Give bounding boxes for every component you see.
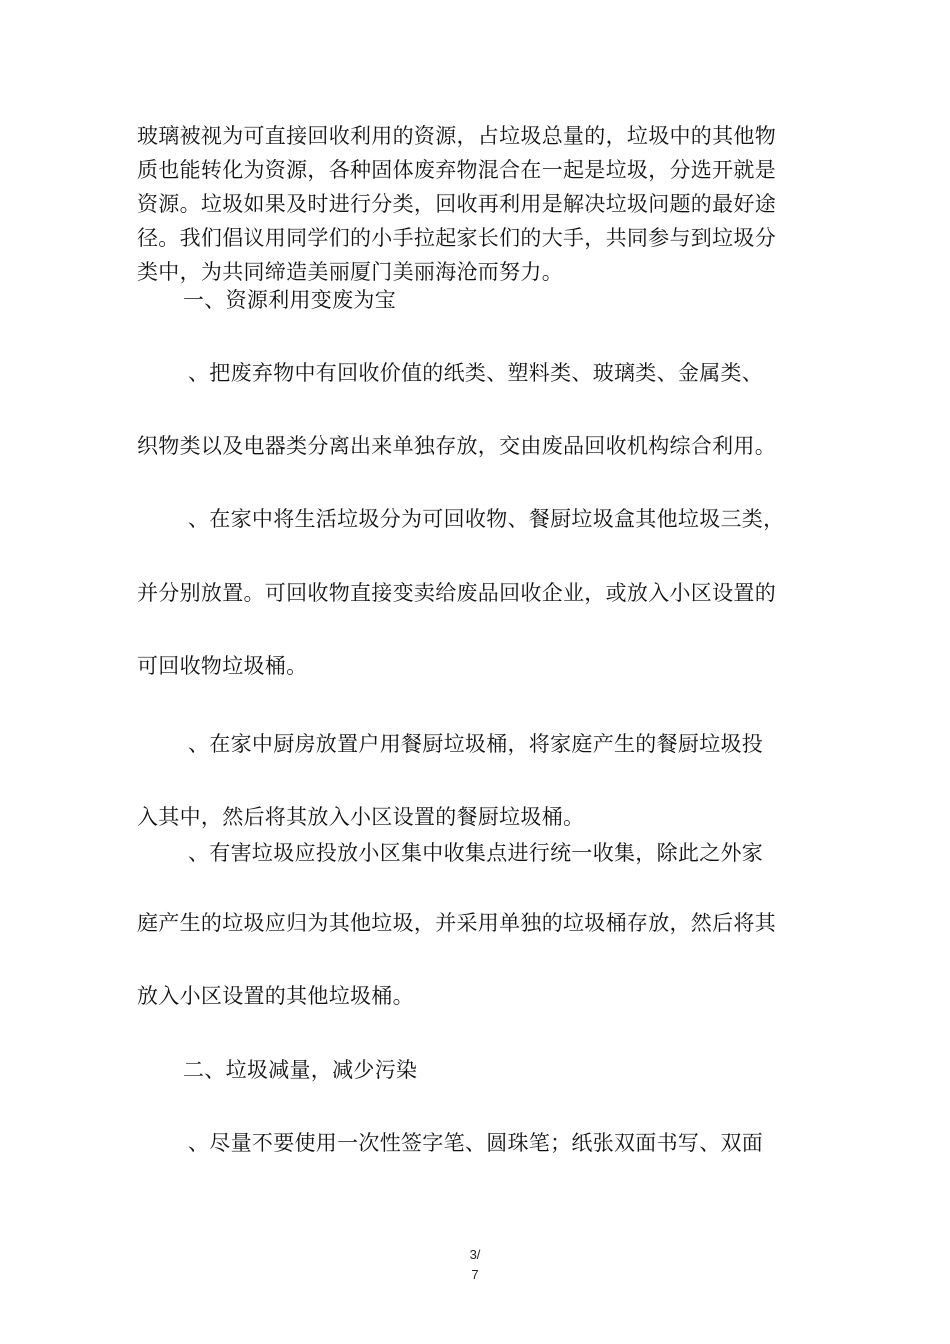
page-number-current: 3/ <box>469 1247 481 1262</box>
item-2-line-3: 可回收物垃圾桶。 <box>137 654 308 678</box>
section-heading-1: 一、资源利用变废为宝 <box>183 288 396 312</box>
intro-line-5: 类中，为共同缔造美丽厦门美丽海沧而努力。 <box>137 260 563 284</box>
section-heading-2: 二、垃圾减量，减少污染 <box>183 1058 418 1082</box>
item-4-line-2: 庭产生的垃圾应归为其他垃圾，并采用单独的垃圾桶存放，然后将其 <box>137 911 776 935</box>
item-1-line-2: 织物类以及电器类分离出来单独存放，交由废品回收机构综合利用。 <box>137 434 776 458</box>
item-4-line-1: 、有害垃圾应投放小区集中收集点进行统一收集，除此之外家 <box>188 841 764 865</box>
intro-line-4: 径。我们倡议用同学们的小手拉起家长们的大手，共同参与到垃圾分 <box>137 226 776 250</box>
item-2-line-1: 、在家中将生活垃圾分为可回收物、餐厨垃圾盒其他垃圾三类， <box>188 507 785 531</box>
item-1-line-1: 、把废弃物中有回收价值的纸类、塑料类、玻璃类、金属类、 <box>188 361 764 385</box>
item-5-line-1: 、尽量不要使用一次性签字笔、圆珠笔；纸张双面书写、双面 <box>188 1131 764 1155</box>
intro-line-3: 资源。垃圾如果及时进行分类，回收再利用是解决垃圾问题的最好途 <box>137 192 776 216</box>
item-3-line-2: 入其中，然后将其放入小区设置的餐厨垃圾桶。 <box>137 805 585 829</box>
intro-line-1: 玻璃被视为可直接回收利用的资源，占垃圾总量的，垃圾中的其他物 <box>137 124 776 148</box>
item-3-line-1: 、在家中厨房放置户用餐厨垃圾桶，将家庭产生的餐厨垃圾投 <box>188 732 764 756</box>
item-4-line-3: 放入小区设置的其他垃圾桶。 <box>137 984 414 1008</box>
intro-line-2: 质也能转化为资源，各种固体废弃物混合在一起是垃圾，分选开就是 <box>137 158 776 182</box>
item-2-line-2: 并分别放置。可回收物直接变卖给废品回收企业，或放入小区设置的 <box>137 581 776 605</box>
page-number-total: 7 <box>471 1267 479 1282</box>
